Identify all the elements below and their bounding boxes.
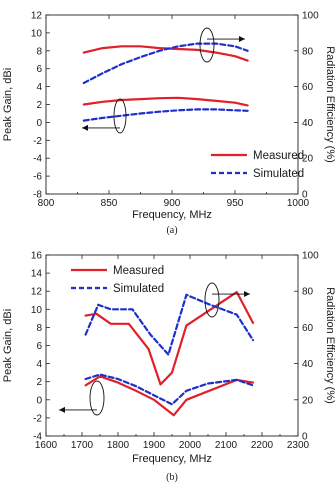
- figure-caption: (a): [166, 225, 178, 236]
- x-tick-label: 850: [100, 198, 118, 209]
- x-tick-label: 2100: [214, 440, 238, 451]
- arrowhead-icon: [82, 125, 88, 131]
- y-tick-label: 16: [30, 250, 42, 262]
- y-tick-label: 8: [36, 322, 42, 334]
- arrowhead-icon: [244, 291, 250, 297]
- y-tick-label: -2: [33, 413, 42, 425]
- arrowhead-icon: [239, 36, 245, 42]
- y2-tick-label: 60: [302, 322, 314, 334]
- chart-panel-b: [2, 251, 336, 484]
- x-tick-label: 1600: [34, 440, 58, 451]
- y2-tick-label: 40: [302, 359, 314, 371]
- legend-label: Measured: [253, 150, 305, 162]
- y2-tick-label: 80: [302, 46, 314, 58]
- y-tick-label: -4: [33, 431, 42, 443]
- y2-axis-label: Radiation Efficiency (%): [324, 46, 336, 163]
- y-tick-label: 12: [30, 10, 42, 22]
- y-tick-label: -8: [33, 189, 42, 201]
- y2-axis-label: Radiation Efficiency (%): [324, 287, 336, 404]
- y-tick-label: 0: [36, 395, 42, 407]
- y-axis-label: Peak Gain, dBi: [2, 308, 14, 383]
- annotation-ellipse: [200, 28, 214, 62]
- y2-tick-label: 20: [302, 395, 314, 407]
- y-tick-label: -6: [33, 171, 42, 183]
- x-tick-label: 2200: [250, 440, 274, 451]
- x-tick-label: 2300: [286, 440, 310, 451]
- y-tick-label: -2: [33, 135, 42, 147]
- series-line-simulated-efficiency: [84, 44, 248, 83]
- legend-label: Measured: [113, 265, 165, 277]
- arrowhead-icon: [59, 407, 65, 413]
- x-tick-label: 900: [163, 198, 181, 209]
- plot-frame: [46, 255, 298, 436]
- y-tick-label: -4: [33, 153, 42, 165]
- y-tick-label: 8: [36, 46, 42, 58]
- x-axis-label: Frequency, MHz: [132, 209, 212, 221]
- y2-tick-label: 100: [302, 10, 319, 22]
- x-tick-label: 950: [226, 198, 244, 209]
- x-tick-label: 1700: [70, 440, 94, 451]
- series-line-measured-gain: [84, 98, 248, 106]
- x-tick-label: 1900: [142, 440, 166, 451]
- y-tick-label: 4: [36, 359, 42, 371]
- chart-panel-a: [2, 11, 336, 237]
- y-tick-label: 10: [30, 28, 42, 40]
- y2-tick-label: 0: [302, 189, 308, 201]
- y-tick-label: 6: [36, 341, 42, 352]
- y2-tick-label: 100: [302, 250, 319, 262]
- y2-tick-label: 40: [302, 117, 314, 129]
- series-line-measured-efficiency: [86, 292, 253, 384]
- figure-caption: (b): [166, 472, 178, 483]
- y-axis-label: Peak Gain, dBi: [2, 67, 14, 142]
- x-tick-label: 1000: [286, 198, 310, 209]
- legend-label: Simulated: [253, 168, 305, 180]
- y-tick-label: 2: [36, 100, 42, 111]
- x-tick-label: 1800: [106, 440, 130, 451]
- x-tick-label: 2000: [178, 440, 202, 451]
- annotation-ellipse: [205, 283, 219, 317]
- series-line-measured-gain: [86, 376, 253, 415]
- x-tick-label: 800: [37, 198, 55, 209]
- y-tick-label: 6: [36, 64, 42, 76]
- y-tick-label: 14: [30, 268, 42, 280]
- y-tick-label: 0: [36, 117, 42, 129]
- y2-tick-label: 0: [302, 431, 308, 443]
- y2-tick-label: 20: [302, 153, 314, 165]
- legend-label: Simulated: [113, 283, 165, 295]
- y2-tick-label: 80: [302, 286, 314, 298]
- x-axis-label: Frequency, MHz: [132, 453, 212, 465]
- y-tick-label: 12: [30, 286, 42, 298]
- y2-tick-label: 60: [302, 82, 314, 94]
- series-line-simulated-gain: [84, 109, 248, 120]
- y-tick-label: 4: [36, 82, 42, 94]
- y-tick-label: 2: [36, 377, 42, 389]
- y-tick-label: 10: [30, 304, 42, 316]
